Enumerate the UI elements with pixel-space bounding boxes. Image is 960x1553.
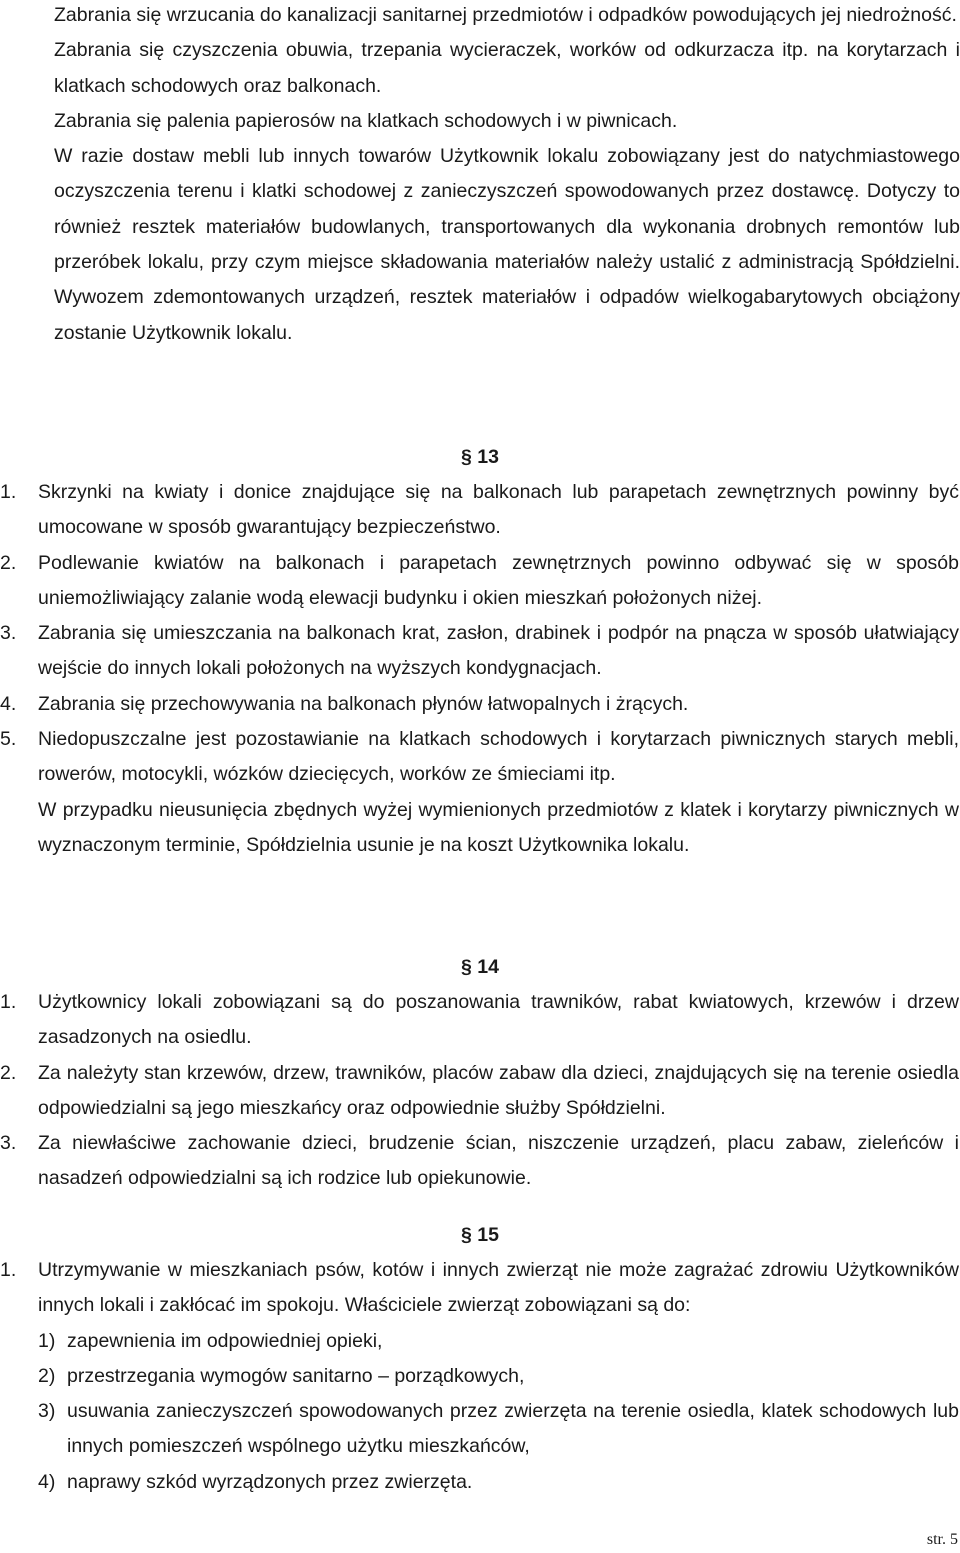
list-item	[0, 687, 959, 722]
item-text: Podlewanie kwiatów na balkonach i parapetach zewnętrznych powinno odbywać się w sposób uniemożliwiający zalanie wodą elewacji budynku i okien mieszkań położonych niżej.	[38, 551, 959, 609]
item-number: 3.	[0, 1132, 17, 1155]
section-13	[0, 475, 959, 863]
list-item	[8, 104, 960, 139]
item-text: Utrzymywanie w mieszkaniach psów, kotów i innych zwierząt nie może zagrażać zdrowiu Użytkowników innych lokali i zakłócać im spokoju. Właściciele zwierząt zobowiązani są do:	[38, 1259, 959, 1317]
list-item	[0, 1253, 959, 1324]
sub-list-item	[0, 1394, 959, 1465]
item-number: 1.	[0, 1259, 17, 1281]
paragraph-text: W przypadku nieusunięcia zbędnych wyżej wymienionych przedmiotów z klatek i korytarzy piwnicznych w wyznaczonym terminie, Spółdzielnia usunie je na koszt Użytkownika lokalu.	[38, 798, 959, 856]
list-item	[8, 139, 960, 351]
sub-list-item	[0, 1465, 959, 1500]
section-12-tail	[0, 0, 960, 351]
section-heading: § 14	[461, 956, 499, 978]
sub-item-text: usuwania zanieczyszczeń spowodowanych przez zwierzęta na terenie osiedla, klatek schodowych lub innych pomieszczeń wspólnego użytku mieszkańców,	[67, 1400, 959, 1458]
list-item	[0, 616, 959, 687]
sub-item-text: naprawy szkód wyrządzonych przez zwierzęta.	[67, 1470, 473, 1493]
section-heading: § 15	[461, 1224, 499, 1246]
item-text: Za należyty stan krzewów, drzew, trawników, placów zabaw dla dzieci, znajdujących się na terenie osiedla odpowiedzialni są jego mieszkańcy oraz odpowiednie służby Spółdzielni.	[38, 1061, 959, 1119]
item-text: Użytkownicy lokali zobowiązani są do poszanowania trawników, rabat kwiatowych, krzewów i drzew zasadzonych na osiedlu.	[38, 991, 959, 1049]
item-text: Skrzynki na kwiaty i donice znajdujące się na balkonach lub parapetach zewnętrznych powinny być umocowane w sposób gwarantujący bezpieczeństwo.	[38, 481, 959, 539]
sub-item-number: 2)	[38, 1364, 56, 1387]
list-item	[0, 722, 959, 793]
sub-list-item	[0, 1324, 959, 1359]
sub-item-number: 4)	[38, 1470, 56, 1493]
item-text: Zabrania się przechowywania na balkonach płynów łatwopalnych i żrących.	[38, 692, 689, 715]
page-number: str. 5	[926, 1531, 958, 1548]
list-item	[0, 475, 959, 546]
sub-item-text: zapewnienia im odpowiedniej opieki,	[67, 1329, 383, 1352]
item-text: Zabrania się palenia papierosów na klatkach schodowych i w piwnicach.	[54, 109, 678, 132]
item-number: 4.	[0, 692, 17, 715]
item-text: Za niewłaściwe zachowanie dzieci, brudzenie ścian, niszczenie urządzeń, placu zabaw, zieleńców i nasadzeń odpowiedzialni są ich rodzice lub opiekunowie.	[38, 1132, 959, 1190]
item-text: Niedopuszczalne jest pozostawianie na klatkach schodowych i korytarzach piwnicznych starych mebli, rowerów, motocykli, wózków dziecięcych, worków ze śmieciami itp.	[38, 728, 959, 786]
continuation-paragraph	[0, 793, 959, 864]
item-number: 3.	[0, 622, 17, 645]
sub-item-text: przestrzegania wymogów sanitarno – porządkowych,	[67, 1364, 525, 1387]
section-15	[0, 1253, 959, 1500]
list-item	[0, 1056, 959, 1127]
item-text: Zabrania się umieszczania na balkonach krat, zasłon, drabinek i podpór na pnącza w sposób ułatwiający wejście do innych lokali położonych na wyższych kondygnacjach.	[38, 622, 959, 680]
item-text: Zabrania się czyszczenia obuwia, trzepania wycieraczek, worków od odkurzacza itp. na korytarzach i klatkach schodowych oraz balkonach.	[54, 39, 960, 97]
list-item	[0, 546, 959, 617]
list-item	[8, 33, 960, 104]
sub-list-item	[0, 1359, 959, 1394]
list-item	[0, 1126, 959, 1197]
sub-item-number: 1)	[38, 1329, 56, 1352]
list-item	[8, 0, 960, 33]
list-item	[0, 985, 959, 1056]
item-text: Zabrania się wrzucania do kanalizacji sanitarnej przedmiotów i odpadków powodujących jej niedrożność.	[54, 4, 957, 26]
item-number: 2.	[0, 1061, 17, 1084]
sub-item-number: 3)	[38, 1400, 56, 1423]
item-number: 1.	[0, 991, 17, 1013]
item-number: 1.	[0, 481, 17, 503]
item-number: 2.	[0, 551, 17, 574]
item-text: W razie dostaw mebli lub innych towarów Użytkownik lokalu zobowiązany jest do natychmiastowego oczyszczenia terenu i klatki schodowej z zanieczyszczeń spowodowanych przez dostawcę. Dotyczy to również resztek materiałów budowlanych, transportowanych dla wykonania drobnych remontów lub przeróbek lokalu, przy czym miejsce składowania materiałów należy ustalić z administracją Spółdzielni. Wywozem zdemontowanych urządzeń, resztek materiałów i odpadów wielkogabarytowych obciążony zostanie Użytkownik lokalu.	[54, 145, 960, 344]
section-14	[0, 985, 959, 1197]
section-heading: § 13	[461, 446, 499, 468]
item-number: 5.	[0, 728, 17, 751]
